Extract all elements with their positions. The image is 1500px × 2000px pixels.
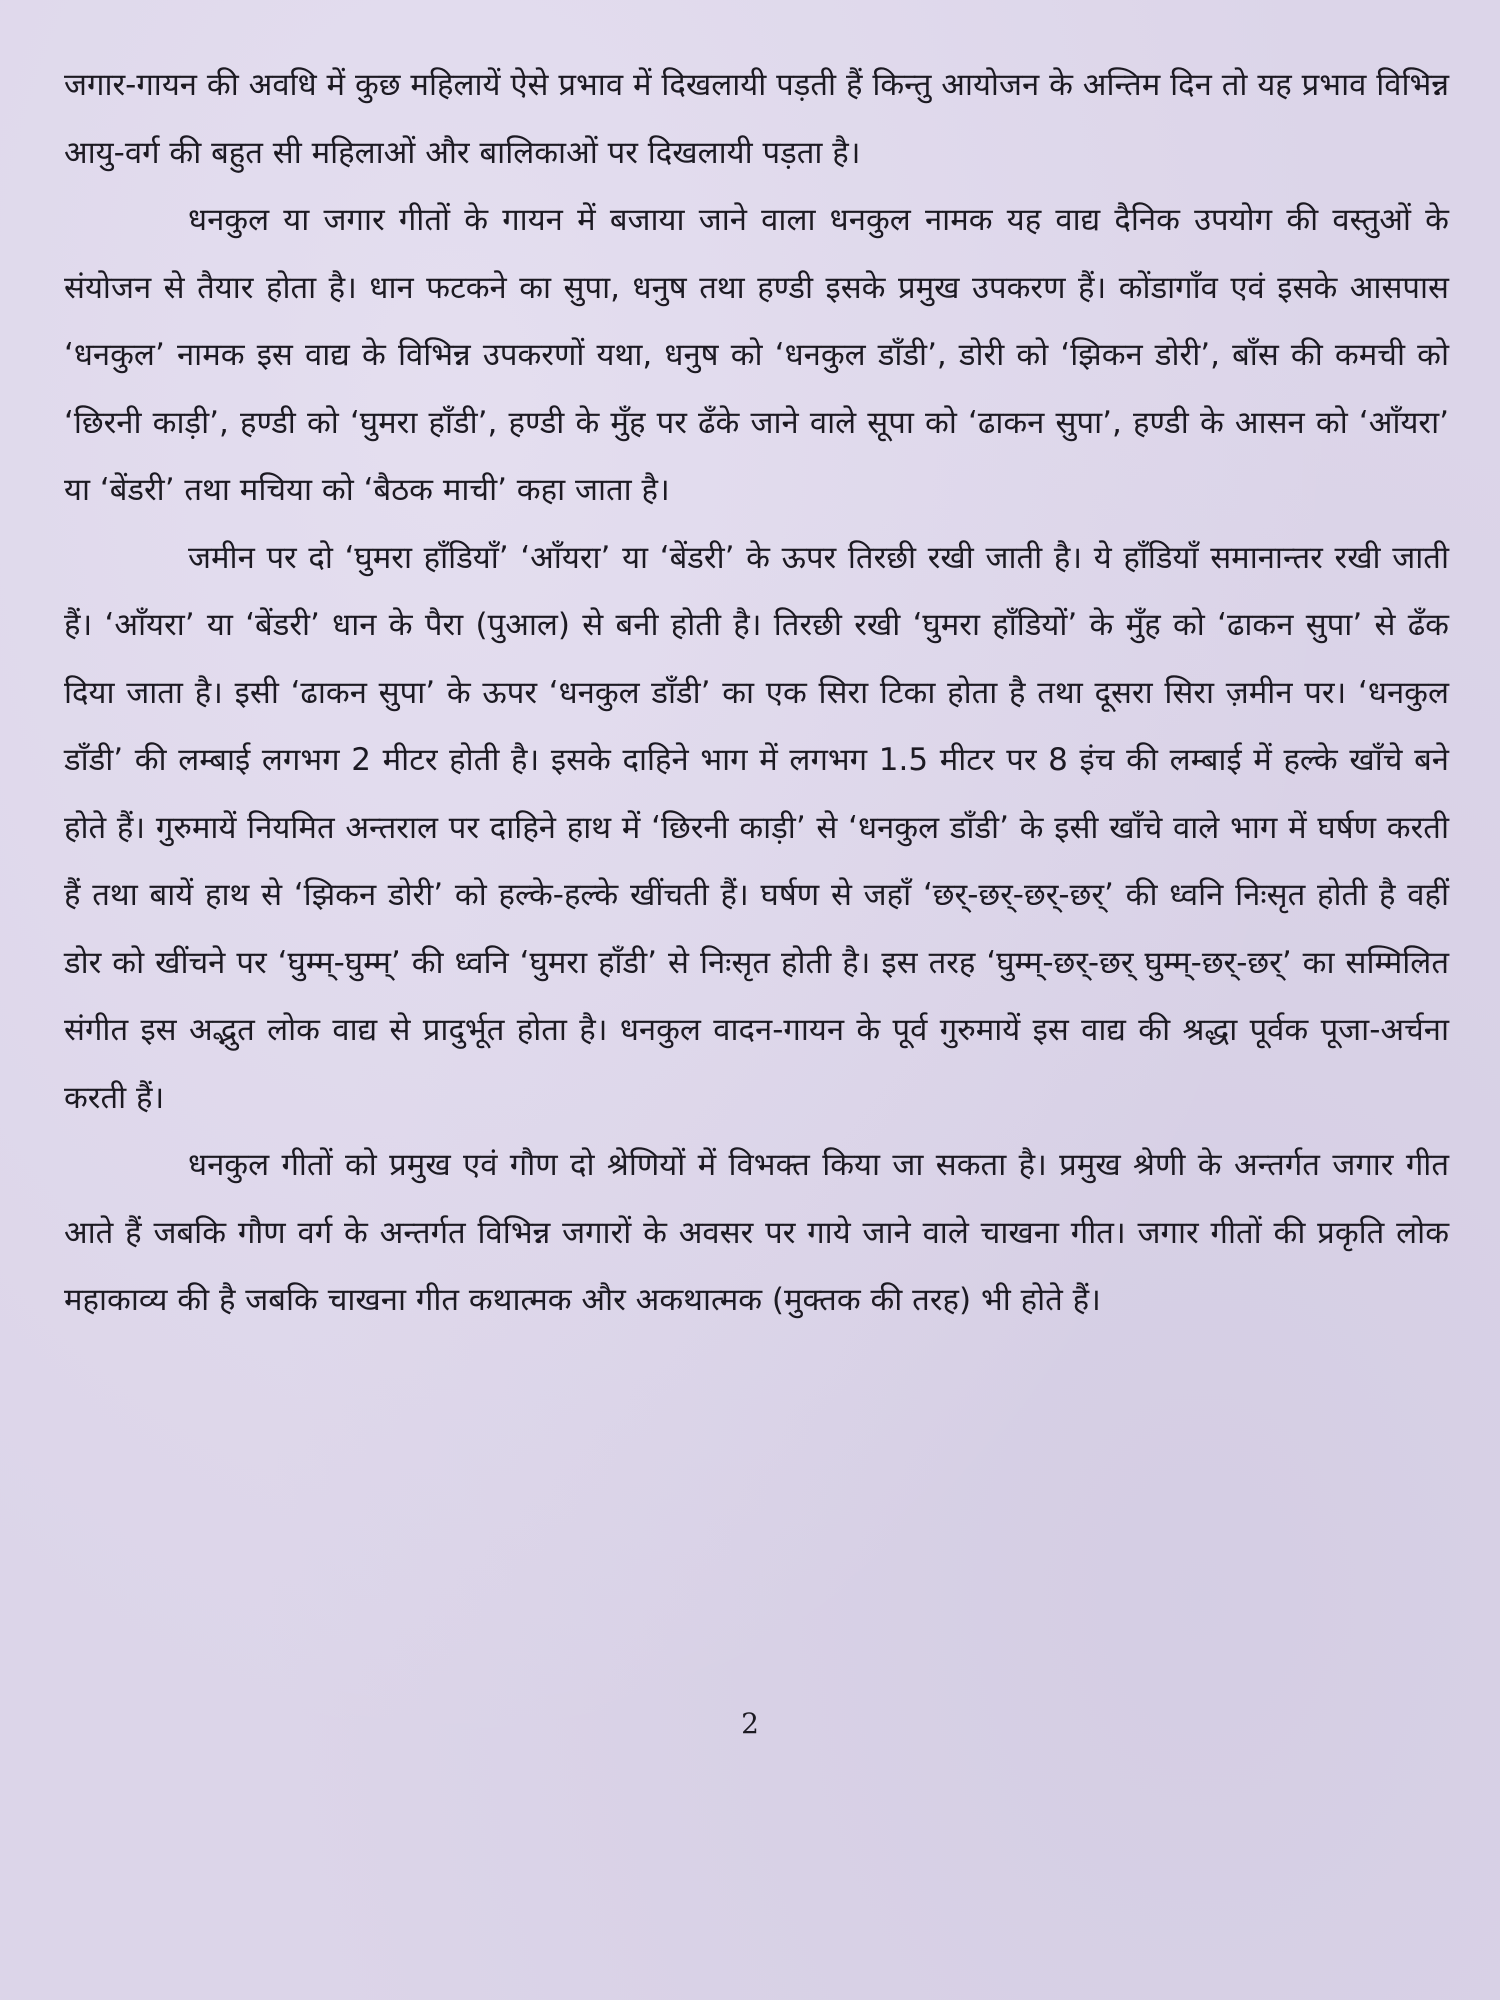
paragraph-1: जगार-गायन की अवधि में कुछ महिलायें ऐसे प्रभाव में दिखलायी पड़ती हैं किन्तु आयोजन के अन्तिम दिन तो यह प्रभाव विभिन्न आयु-वर्ग की बहुत सी महिलाओं और बालिकाओं पर दिखलायी पड़ता है। [64,67,1449,171]
paragraph-4: धनकुल गीतों को प्रमुख एवं गौण दो श्रेणियों में विभक्त किया जा सकता है। प्रमुख श्रेणी के अन्तर्गत जगार गीत आते हैं जबकि गौण वर्ग के अन्तर्गत विभिन्न जगारों के अवसर पर गाये जाने वाले चाखना गीत। जगार गीतों की प्रकृति लोक महाकाव्य की है जबकि चाखना गीत कथात्मक और अकथात्मक (मुक्तक की तरह) भी होते हैं। [64,1147,1449,1318]
paragraph-2: धनकुल या जगार गीतों के गायन में बजाया जाने वाला धनकुल नामक यह वाद्य दैनिक उपयोग की वस्तुओं के संयोजन से तैयार होता है। धान फटकने का सुपा, धनुष तथा हण्डी इसके प्रमुख उपकरण हैं। कोंडागाँव एवं इसके आसपास ‘धनकुल’ नामक इस वाद्य के विभिन्न उपकरणों यथा, धनुष को ‘धनकुल डाँडी’, डोरी को ‘झिकन डोरी’, बाँस की कमची को ‘छिरनी काड़ी’, हण्डी को ‘घुमरा हाँडी’, हण्डी के मुँह पर ढँके जाने वाले सूपा को ‘ढाकन सुपा’, हण्डी के आसन को ‘आँयरा’ या ‘बेंडरी’ तथा मचिया को ‘बैठक माची’ कहा जाता है। [64,202,1449,508]
page-number: 2 [741,1707,759,1740]
body-text [64,52,1449,1335]
paragraph-3: जमीन पर दो ‘घुमरा हाँडियाँ’ ‘आँयरा’ या ‘बेंडरी’ के ऊपर तिरछी रखी जाती है। ये हाँडियाँ समानान्तर रखी जाती हैं। ‘आँयरा’ या ‘बेंडरी’ धान के पैरा (पुआल) से बनी होती है। तिरछी रखी ‘घुमरा हाँडियों’ के मुँह को ‘ढाकन सुपा’ से ढँक दिया जाता है। इसी ‘ढाकन सुपा’ के ऊपर ‘धनकुल डाँडी’ का एक सिरा टिका होता है तथा दूसरा सिरा ज़मीन पर। ‘धनकुल डाँडी’ की लम्बाई लगभग 2 मीटर होती है। इसके दाहिने भाग में लगभग 1.5 मीटर पर 8 इंच की लम्बाई में हल्के खाँचे बने होते हैं। गुरुमायें नियमित अन्तराल पर दाहिने हाथ में ‘छिरनी काड़ी’ से ‘धनकुल डाँडी’ के इसी खाँचे वाले भाग में घर्षण करती हैं तथा बायें हाथ से ‘झिकन डोरी’ को हल्के-हल्के खींचती हैं। घर्षण से जहाँ ‘छर्-छर्-छर्-छर्’ की ध्वनि निःसृत होती है वहीं डोर को खींचने पर ‘घुम्म्-घुम्म्’ की ध्वनि ‘घुमरा हाँडी’ से निःसृत होती है। इस तरह ‘घुम्म्-छर्-छर् घुम्म्-छर्-छर्’ का सम्मिलित संगीत इस अद्भुत लोक वाद्य से प्रादुर्भूत होता है। धनकुल वादन-गायन के पूर्व गुरुमायें इस वाद्य की श्रद्धा पूर्वक पूजा-अर्चना करती हैं। [64,539,1449,1116]
